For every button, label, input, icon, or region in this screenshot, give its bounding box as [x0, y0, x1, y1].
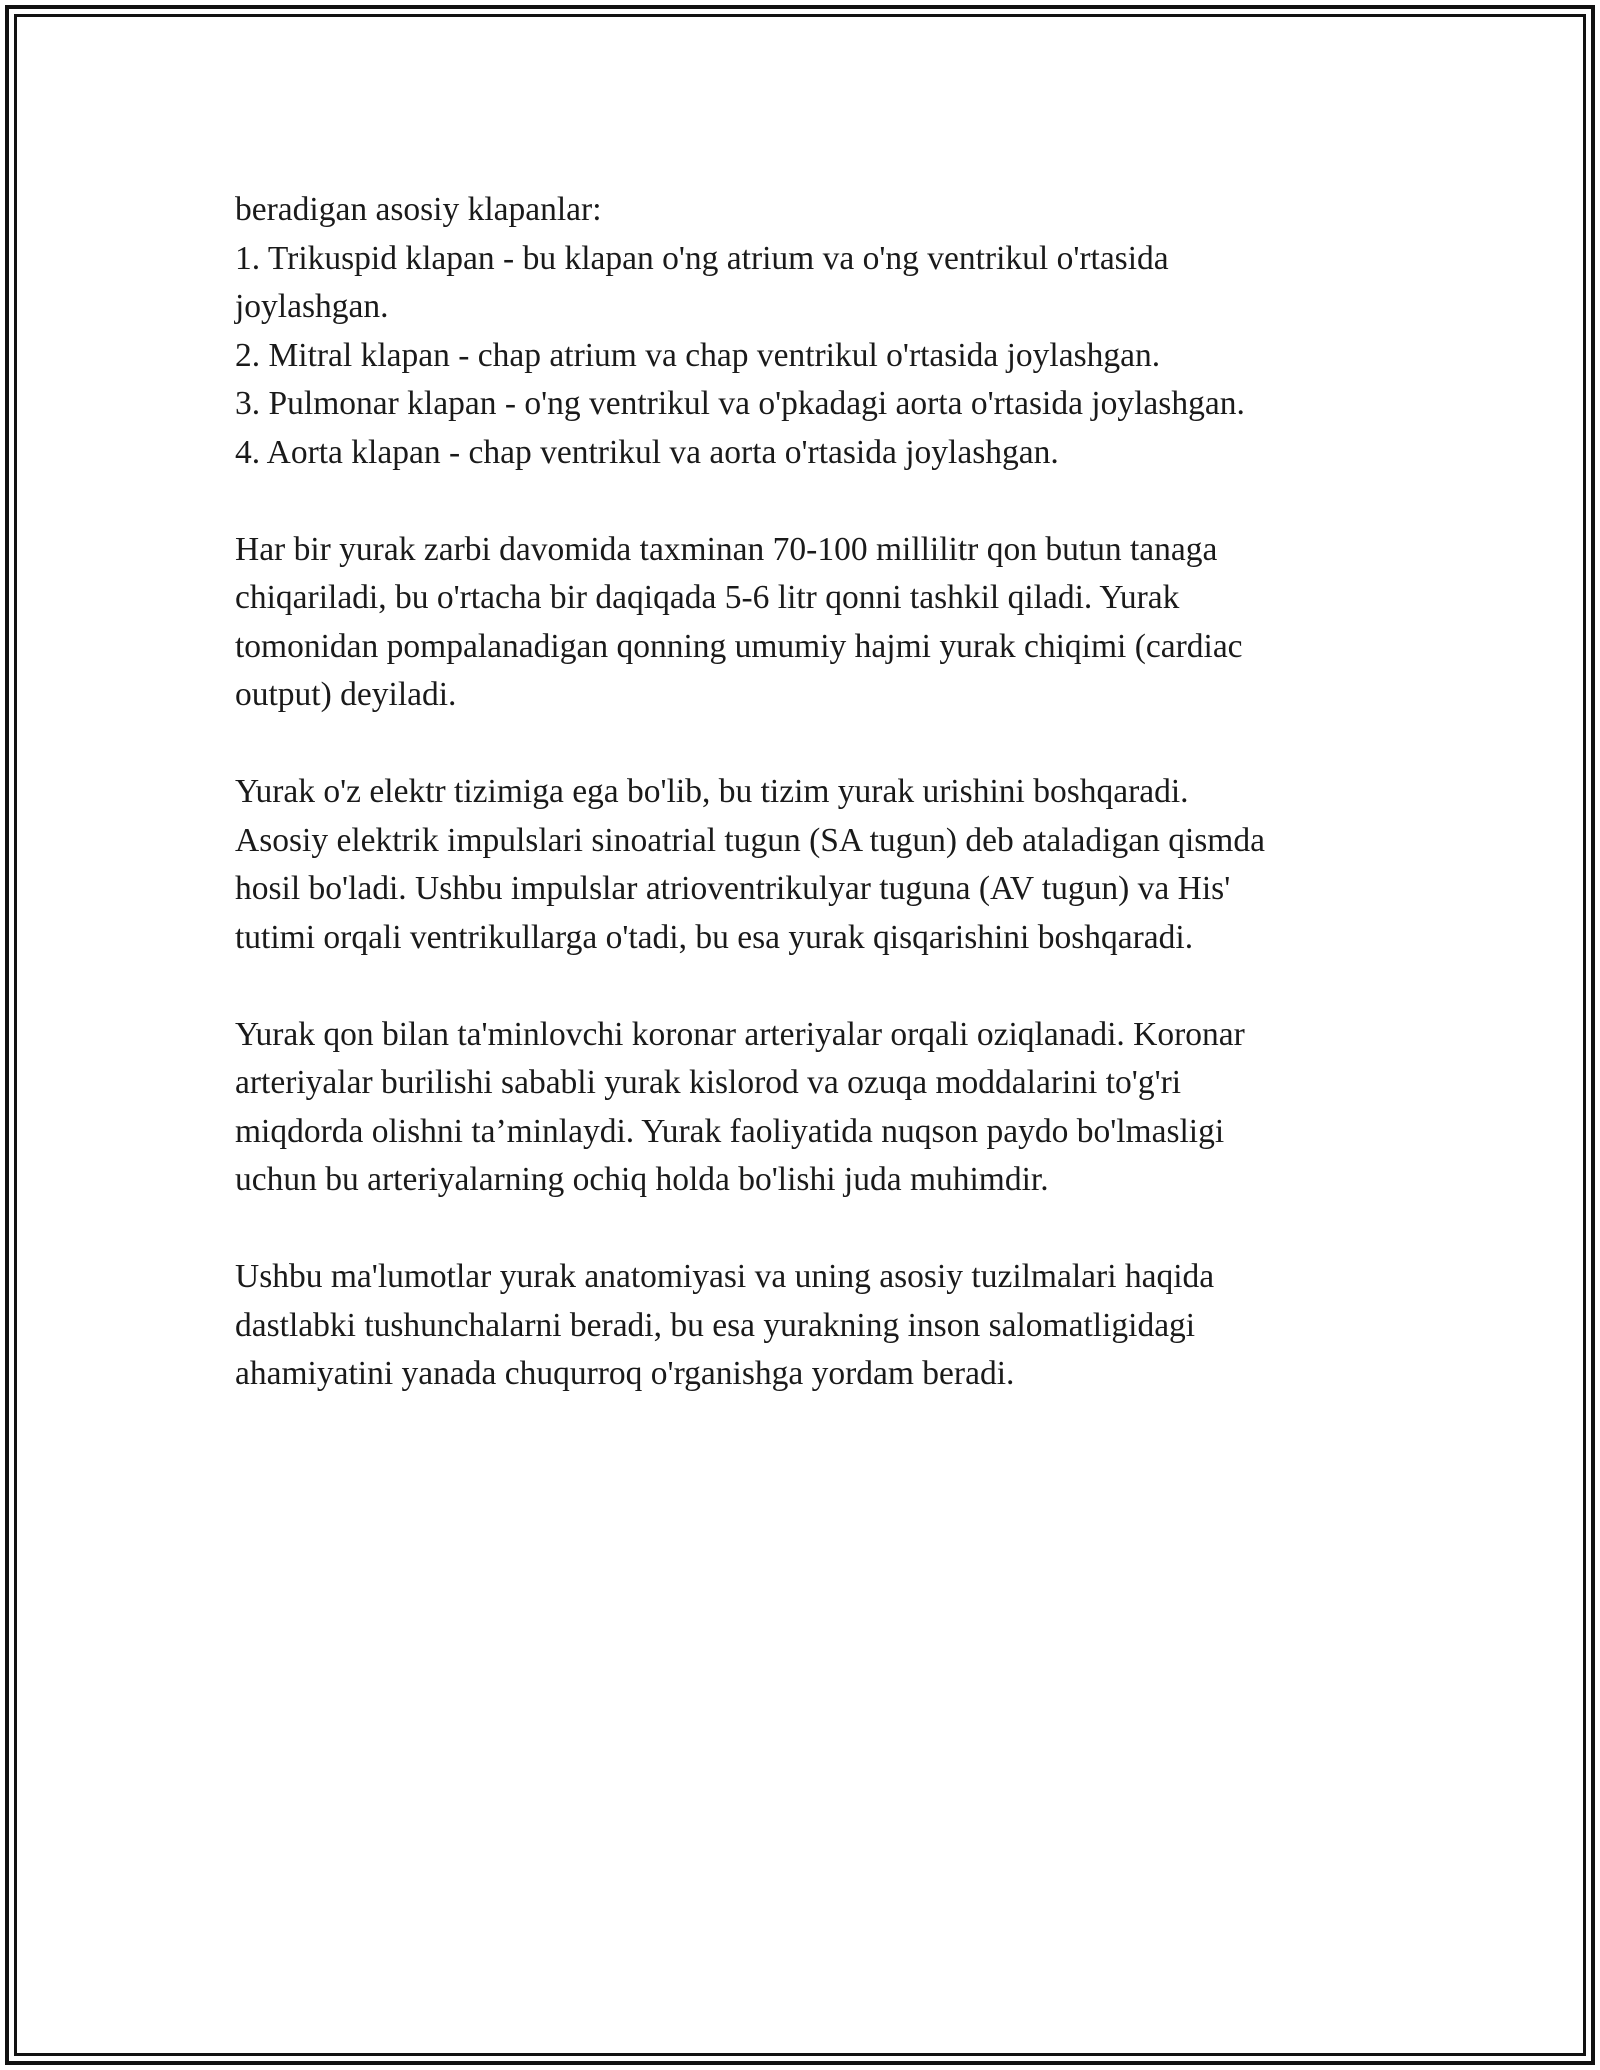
- paragraph-line: chiqariladi, bu o'rtacha bir daqiqada 5-6 litr qonni tashkil qiladi. Yurak: [235, 579, 1180, 616]
- paragraph-line: ahamiyatini yanada chuqurroq o'rganishga yordam beradi.: [235, 1355, 1015, 1392]
- valve-list-intro: beradigan asosiy klapanlar:: [235, 191, 602, 228]
- valve-item-3: 3. Pulmonar klapan - o'ng ventrikul va o'pkadagi aorta o'rtasida joylashgan.: [235, 385, 1245, 422]
- paragraph-line: dastlabki tushunchalarni beradi, bu esa yurakning inson salomatligidagi: [235, 1306, 1196, 1344]
- paragraph-line: hosil bo'ladi. Ushbu impulslar atrioventrikulyar tuguna (AV tugun) va His': [235, 870, 1231, 907]
- valve-list: [235, 186, 1375, 477]
- valve-item-2: 2. Mitral klapan - chap atrium va chap ventrikul o'rtasida joylashgan.: [235, 336, 1161, 374]
- valve-item-4: 4. Aorta klapan - chap ventrikul va aorta o'rtasida joylashgan.: [235, 433, 1059, 471]
- valve-item-1: 1. Trikuspid klapan - bu klapan o'ng atrium va o'ng ventrikul o'rtasida: [235, 239, 1169, 277]
- paragraph-line: Ushbu ma'lumotlar yurak anatomiyasi va uning asosiy tuzilmalari haqida: [235, 1258, 1215, 1295]
- paragraph-line: tomonidan pompalanadigan qonning umumiy hajmi yurak chiqimi (cardiac: [235, 627, 1243, 665]
- paragraph-electrical-system: [235, 768, 1375, 962]
- paragraph-cardiac-output: [235, 526, 1375, 720]
- paragraph-line: miqdorda olishni ta’minlaydi. Yurak faoliyatida nuqson paydo bo'lmasligi: [235, 1112, 1225, 1150]
- paragraph-line: uchun bu arteriyalarning ochiq holda bo'lishi juda muhimdir.: [235, 1161, 1049, 1198]
- paragraph-line: Har bir yurak zarbi davomida taxminan 70-100 millilitr qon butun tanaga: [235, 530, 1218, 568]
- paragraph-spacer: [235, 962, 1375, 1011]
- paragraph-line: arteriyalar burilishi sababli yurak kislorod va ozuqa moddalarini to'g'ri: [235, 1064, 1182, 1101]
- paragraph-line: output) deyiladi.: [235, 676, 457, 713]
- valve-item-1-continuation: joylashgan.: [235, 288, 389, 325]
- paragraph-line: Yurak o'z elektr tizimiga ega bo'lib, bu tizim yurak urishini boshqaradi.: [235, 773, 1189, 810]
- paragraph-line: Yurak qon bilan ta'minlovchi koronar arteriyalar orqali oziqlanadi. Koronar: [235, 1015, 1245, 1053]
- paragraph-coronary-arteries: [235, 1011, 1375, 1205]
- document-body: [235, 186, 1375, 1399]
- paragraph-line: tutimi orqali ventrikullarga o'tadi, bu esa yurak qisqarishini boshqaradi.: [235, 918, 1194, 956]
- paragraph-spacer: [235, 477, 1375, 526]
- paragraph-spacer: [235, 720, 1375, 769]
- paragraph-conclusion: [235, 1253, 1375, 1399]
- paragraph-spacer: [235, 1205, 1375, 1254]
- paragraph-line: Asosiy elektrik impulslari sinoatrial tugun (SA tugun) deb ataladigan qismda: [235, 821, 1265, 859]
